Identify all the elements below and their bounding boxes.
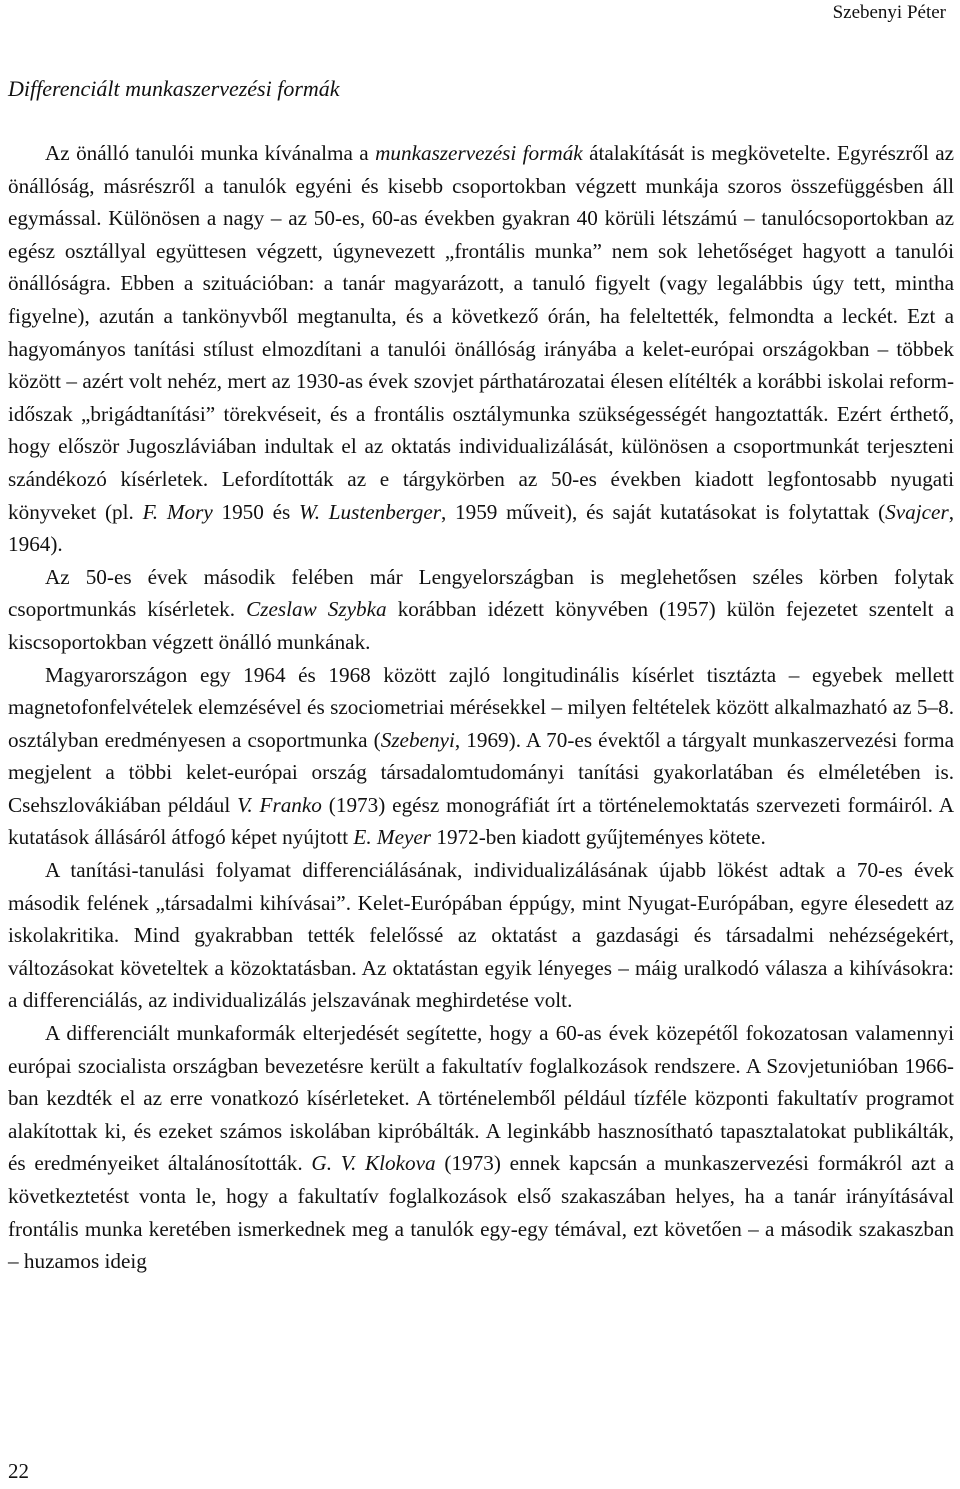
paragraph-3 xyxy=(8,659,954,855)
p2-text-c: korábban idézett könyvében (1957) külön fejezetet szentelt a kiscsoportokban végzett önálló munkának. xyxy=(8,597,954,654)
p1-author-mory: F. Mory xyxy=(142,499,213,524)
p3-text-a: Magyarországon egy 1964 és 1968 között zajló longitudinális kísérlet tisztázta – egyebek mellett magnetofonfelvételek elemzésével és szociometriai mérésekkel – milyen feltételek között alkalmazható az 5–8. osztályban eredményesen a csoportmunka ( xyxy=(8,662,954,752)
p1-text-i: , 1964). xyxy=(8,499,954,557)
p1-text-e: 1950 és xyxy=(212,499,300,524)
running-header-author: Szebenyi Péter xyxy=(832,2,946,23)
paragraph-2 xyxy=(8,561,954,659)
p5-author-klokova: G. V. Klokova xyxy=(311,1151,436,1176)
paragraph-4 xyxy=(8,854,954,1017)
p1-author-lustenberger: W. Lustenberger xyxy=(299,499,441,524)
p1-author-svajcer: Svajcer xyxy=(885,499,949,524)
paragraph-5 xyxy=(8,1017,954,1278)
section-title: Differenciált munkaszervezési formák xyxy=(8,76,340,101)
p3-text-e: (1973) egész monográfiát írt a történelemoktatás szervezeti formáiról. A kutatások állásáról átfogó képet nyújtott xyxy=(8,792,954,850)
p5-text-c: (1973) ennek kapcsán a munkaszervezési formákról azt a következtetést vonta le, hogy a fakultatív foglalkozások első szakaszában helyes, ha a tanár irányításával frontális munka keretében ismerkednek meg a tanulók egy-egy témával, ezt követően – a második szakaszban – huzamos ideig xyxy=(8,1151,955,1274)
p3-author-szebenyi: Szebenyi xyxy=(380,727,455,752)
p2-author-szybka: Czeslaw Szybka xyxy=(246,597,387,622)
p3-text-g: 1972-ben kiadott gyűjteményes kötete. xyxy=(431,825,766,850)
p1-text-c: átalakítását is megkövetelte. Egyrészről az önállóság, másrészről a tanulók egyéni és kisebb csoportokban végzett munkája szoros összefüggésben áll egymással. Különösen a nagy – az 50-es, 60-as években gyakran 40 körüli létszámú – tanulócsoportokban az egész osztállyal együttesen végzett, úgynevezett „frontális munka” nem sok lehetőséget hagyott a tanulói önállóságra. Ebben a szituációban: a tanár magyarázott, a tanuló figyelt (vagy legalábbis úgy tett, mintha figyelne), azután a tankönyvből megtanulta, és a következő órán, ha feleltették, felmondta a leckét. Ezt a hagyományos tanítási stílust elmozdítani a tanulói önállóság irányába a kelet-európai országokban – többek között – azért volt nehéz, mert az 1930-as évek szovjet párthatározatai élesen elítélték a korábbi iskolai reform-időszak „brigádtanítási” törekvéseit, és a frontális osztálymunka szükségességét hangoztatták. Ezért érthető, hogy először Jugoszláviában indultak el az oktatás individualizálását, különösen a csoportmunkát terjeszteni szándékozó kísérletek. Lefordították az e tárgykörben az 50-es években kiadott legfontosabb nyugati könyveket (pl. xyxy=(8,141,955,524)
p3-author-franko: V. Franko xyxy=(237,792,322,817)
p3-author-meyer: E. Meyer xyxy=(353,825,432,850)
p1-text-a: Az önálló tanulói munka kívánalma a xyxy=(45,141,376,165)
p3-text-c: , 1969). A 70-es évektől a tárgyalt munkaszervezési forma megjelent a többi kelet-európai ország társadalomtudományi tanítási gyakorlatában és elméletében is. Csehszlovákiában például xyxy=(8,727,954,817)
p2-text-a: Az 50-es évek második felében már Lengyelországban is meglehetősen széles körben folytak csoportmunkás kísérletek. xyxy=(8,564,954,622)
body-text xyxy=(8,137,954,1278)
p4-text-a: A tanítási-tanulási folyamat differenciálásának, individualizálásának újabb lökést adtak a 70-es évek második felének „társadalmi kihívásai”. Kelet-Európában éppúgy, mint Nyugat-Európában, egyre élesedett az iskolakritika. Mind gyakrabban tették felelőssé az oktatást a gazdasági és társadalmi nehézségekért, változásokat követeltek a közoktatásban. Az oktatástan egyik lényeges – máig uralkodó válasza a kihívásokra: a differenciálás, az individualizálás jelszavának meghirdetése volt. xyxy=(8,858,954,1013)
paragraph-1 xyxy=(8,137,954,561)
p1-text-g: , 1959 műveit), és saját kutatásokat is folytattak ( xyxy=(440,499,886,524)
p5-text-a: A differenciált munkaformák elterjedését segítette, hogy a 60-as évek közepétől fokozatosan valamennyi európai szocialista országban bevezetésre került a fakultatív foglalkozások rendszere. A Szovjetunióban 1966-ban kezdték el az erre vonatkozó kísérleteket. A történelemből például tízféle központi fakultatív programot alakítottak ki, és ezeket számos iskolában kipróbálták. A leginkább hasznosítható tapasztalatokat publikálták, és eredményeiket általánosították. xyxy=(8,1021,954,1176)
p1-emphasis-term: munkaszervezési formák xyxy=(375,141,583,165)
page-number: 22 xyxy=(8,1459,29,1483)
